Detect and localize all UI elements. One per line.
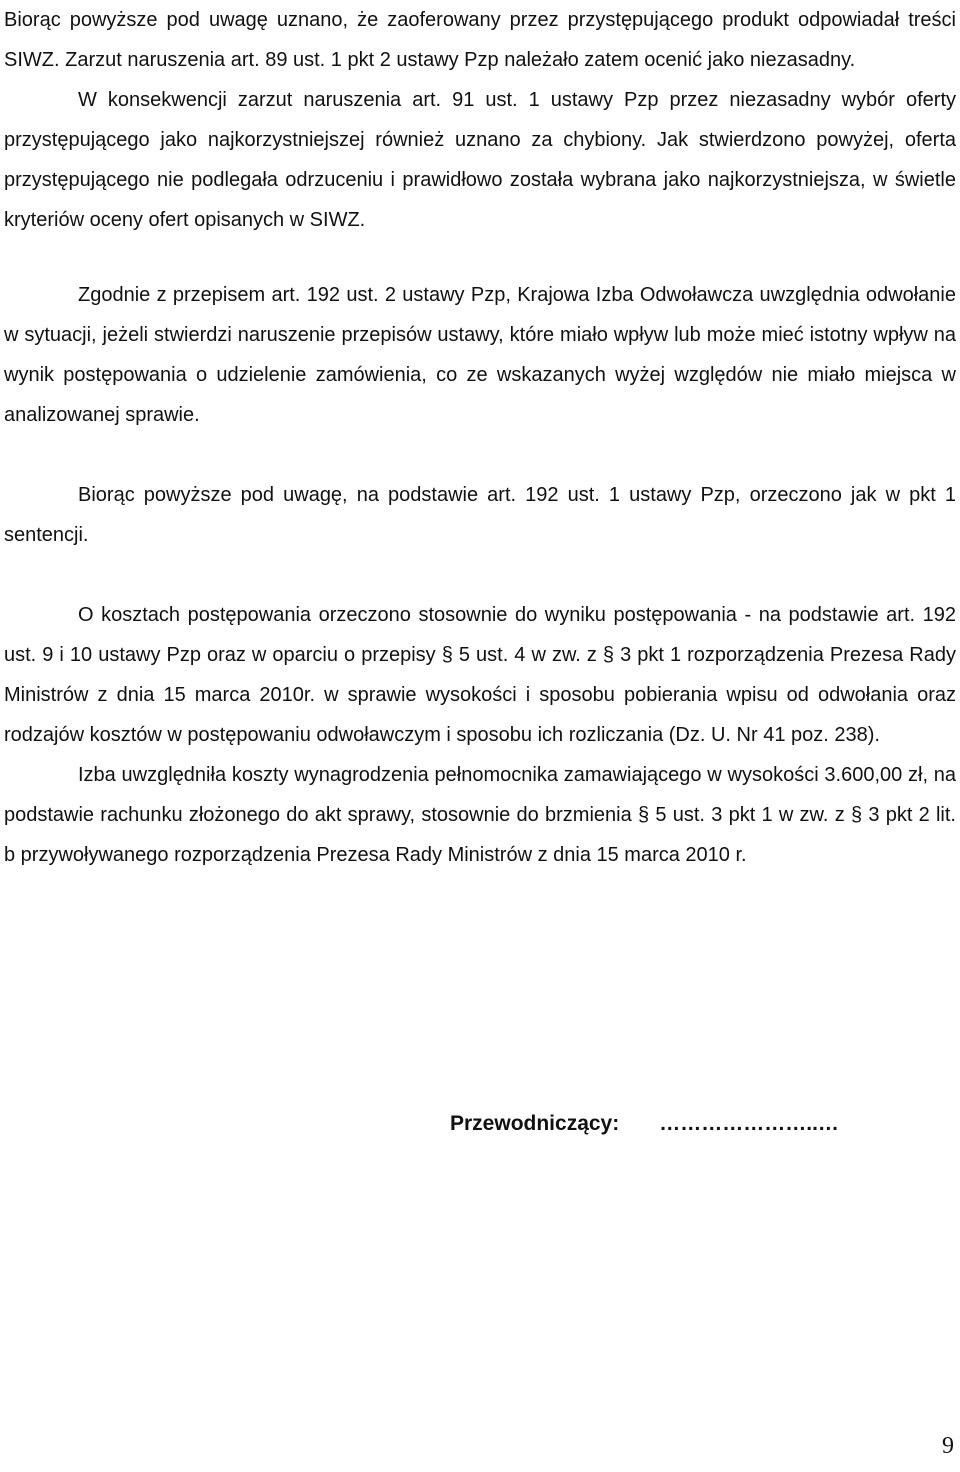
signature-label: Przewodniczący: bbox=[450, 1112, 620, 1135]
paragraph-2: W konsekwencji zarzut naruszenia art. 91 ust. 1 ustawy Pzp przez niezasadny wybór oferty przystępującego jako najkorzystniejszej również uznano za chybiony. Jak stwierdzono powyżej, oferta przystępującego nie podlegała odrzuceniu i prawidłowo została wybrana jako najkorzystniejsza, w świetle kryteriów oceny ofert opisanych w SIWZ. bbox=[4, 89, 956, 231]
paragraph-3: Zgodnie z przepisem art. 192 ust. 2 ustawy Pzp, Krajowa Izba Odwoławcza uwzględnia odwołanie w sytuacji, jeżeli stwierdzi naruszenie przepisów ustawy, które miało wpływ lub może mieć istotny wpływ na wynik postępowania o udzielenie zamówienia, co ze wskazanych wyżej względów nie miało miejsca w analizowanej sprawie. bbox=[4, 284, 956, 426]
signature-dots: …………………..… bbox=[659, 1112, 839, 1135]
paragraph-5: O kosztach postępowania orzeczono stosownie do wyniku postępowania - na podstawie art. 192 ust. 9 i 10 ustawy Pzp oraz w oparciu o przepisy § 5 ust. 4 w zw. z § 3 pkt 1 rozporządzenia Prezesa Rady Ministrów z dnia 15 marca 2010r. w sprawie wysokości i sposobu pobierania wpisu od odwołania oraz rodzajów kosztów w postępowaniu odwoławczym i sposobu ich rozliczania (Dz. U. Nr 41 poz. 238). bbox=[4, 604, 956, 746]
paragraph-4: Biorąc powyższe pod uwagę, na podstawie art. 192 ust. 1 ustawy Pzp, orzeczono jak w pkt 1 sentencji. bbox=[4, 484, 956, 546]
page-number: 9 bbox=[942, 1433, 954, 1459]
paragraph-1: Biorąc powyższe pod uwagę uznano, że zaoferowany przez przystępującego produkt odpowiadał treści SIWZ. Zarzut naruszenia art. 89 ust. 1 pkt 2 ustawy Pzp należało zatem ocenić jako niezasadny. bbox=[4, 9, 956, 71]
paragraph-6: Izba uwzględniła koszty wynagrodzenia pełnomocnika zamawiającego w wysokości 3.600,00 zł, na podstawie rachunku złożonego do akt sprawy, stosownie do brzmienia § 5 ust. 3 pkt 1 w zw. z § 3 pkt 2 lit. b przywoływanego rozporządzenia Prezesa Rady Ministrów z dnia 15 marca 2010 r. bbox=[4, 764, 956, 866]
document-body bbox=[4, 0, 956, 875]
signature-line bbox=[450, 1112, 839, 1136]
